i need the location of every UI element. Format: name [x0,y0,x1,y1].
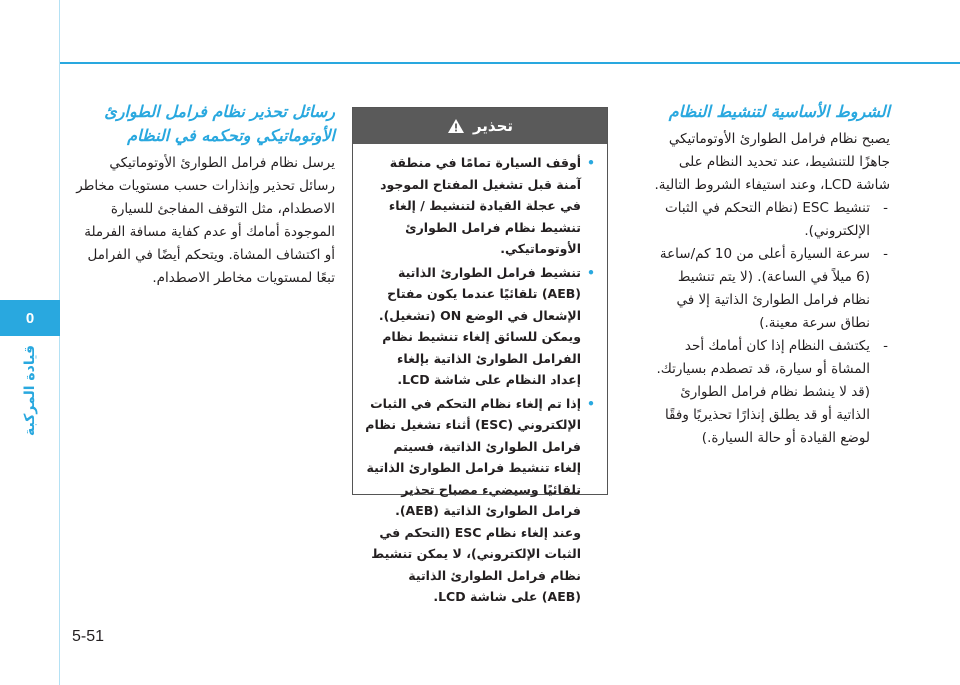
warning-body [353,144,607,608]
section-heading: الشروط الأساسية لتنشيط النظام [668,102,890,121]
warning-header [353,108,607,144]
warning-box [352,107,608,604]
chapter-tab [0,300,60,336]
chapter-title: قيادة المركبة [22,345,38,436]
chapter-label [8,345,52,495]
warning-item: • إذا تم إلغاء نظام التحكم في الثبات الإلكتروني (ESC) أثناء تشغيل نظام فرامل الطوارئ الذاتية، فسيتم إلغاء تنشيط فرامل الطوارئ الذاتية تلقائيًا وسيضيء مصباح تحذير فرامل الطوارئ الذاتية (AEB). وعند إلغاء نظام ESC (التحكم في الثبات الإلكتروني)، لا يمكن تنشيط نظام فرامل الطوارئ الذاتية (AEB) على شاشة LCD. [365,393,595,608]
warning-triangle-icon [447,118,465,134]
section-intro: يصبح نظام فرامل الطوارئ الأوتوماتيكي جاهزًا للتنشيط، عند تحديد النظام على شاشة LCD، وعند استيفاء الشروط التالية. [654,131,890,193]
header-rule [60,62,960,64]
condition-item: - يكتشف النظام إذا كان أمامك أحد المشاة أو سيارة، قد تصطدم بسيارتك. (قد لا ينشط نظام فرامل الطوارئ الذاتية أو قد يطلق إنذارًا تحذيريًا وفقًا لوضع القيادة أو حالة السيارة.) [652,335,890,450]
basic-conditions-section [652,100,890,450]
condition-item: - تنشيط ESC (نظام التحكم في الثبات الإلكتروني). [652,197,890,243]
condition-item: - سرعة السيارة أعلى من 10 كم/ساعة (6 ميلاً في الساعة). (لا يتم تنشيط نظام فرامل الطوارئ الذاتية إلا في نطاق سرعة معينة.) [652,243,890,335]
conditions-list [652,197,890,450]
warning-item: • تنشيط فرامل الطوارئ الذاتية (AEB) تلقائيًا عندما يكون مفتاح الإشعال في الوضع ON (تشغيل). ويمكن للسائق إلغاء تنشيط نظام الفرامل الطوارئ الذاتية بإلغاء إعداد النظام على شاشة LCD. [365,262,595,391]
section-heading: رسائل تحذير نظام فرامل الطوارئ الأوتوماتيكي وتحكمه في النظام [104,102,335,145]
section-body: يرسل نظام فرامل الطوارئ الأوتوماتيكي رسائل تحذير وإنذارات حسب مستويات مخاطر الاصطدام، مثل التوقف المفاجئ للسيارة الموجودة أمامك أو عدم كفاية مسافة الفرملة أو اكتشاف المشاة. ويتحكم أيضًا في الفرامل تبعًا لمستويات مخاطر الاصطدام. [76,155,335,286]
warning-title: تحذير [472,117,514,135]
warning-list [365,152,595,608]
warning-messages-section [75,100,335,290]
sidebar-rule [59,0,60,685]
warning-item: • أوقف السيارة تمامًا في منطقة آمنة قبل تشغيل المفتاح الموجود في عجلة القيادة لتنشيط / إلغاء تنشيط نظام فرامل الطوارئ الأوتوماتيكي. [365,152,595,260]
chapter-number: 0 [25,309,35,327]
page-number: 5-51 [72,628,105,645]
